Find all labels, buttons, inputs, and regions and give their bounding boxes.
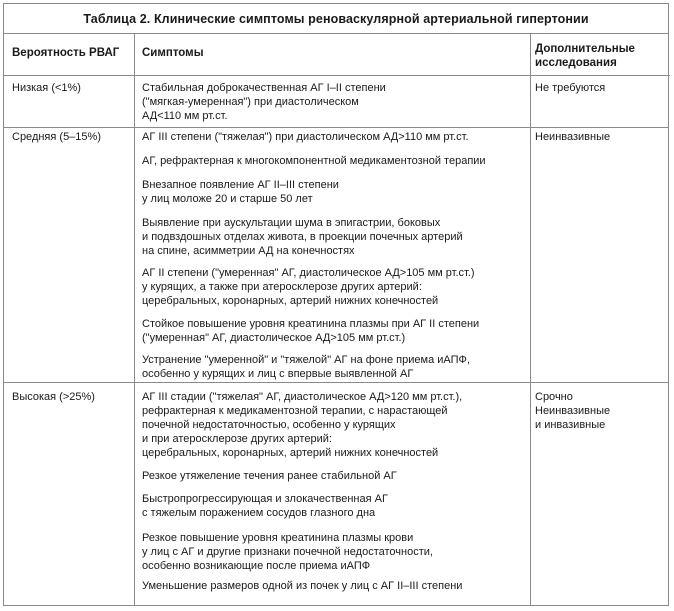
column-divider xyxy=(530,34,531,605)
header-additional: Дополнительные исследования xyxy=(535,43,635,69)
row-high-symptom: АГ III стадии ("тяжелая" АГ, диастолическое АД>120 мм рт.ст.), рефрактерная к медикаментозной терапии, с нарастающей почечной недостаточностью, особенно у курящих и при атеросклерозе других артерий: церебральных, коронарных, артерий нижних конечностей xyxy=(142,391,463,459)
row-high-symptom: Быстропрогрессирующая и злокачественная АГ с тяжелым поражением сосудов глазного дна xyxy=(142,493,388,519)
row-high-additional: Срочно Неинвазивные и инвазивные xyxy=(535,391,611,431)
header-additional-cell xyxy=(530,34,670,76)
row-medium-symptom: Устранение "умеренной" и "тяжелой" АГ на фоне приема иАПФ, особенно у курящих и лиц с впервые выявленной АГ xyxy=(142,354,470,380)
row-medium-probability: Средняя (5–15%) xyxy=(12,131,101,143)
row-low-additional: Не требуются xyxy=(535,82,606,94)
row-low-probability: Низкая (<1%) xyxy=(12,82,81,94)
row-medium-symptom: Стойкое повышение уровня креатинина плазмы при АГ II степени ("умеренная" АГ, диастолическое АД>105 мм рт.ст.) xyxy=(142,318,480,344)
row-medium-symptom: АГ III степени ("тяжелая") при диастолическом АД>110 мм рт.ст. xyxy=(142,131,469,143)
row-medium-symptom: Внезапное появление АГ II–III степени у лиц моложе 20 и старше 50 лет xyxy=(142,179,339,205)
row-medium-additional: Неинвазивные xyxy=(535,131,611,143)
row-high-probability: Высокая (>25%) xyxy=(12,391,95,403)
header-probability: Вероятность РВАГ xyxy=(12,47,120,59)
header-probability-cell xyxy=(4,34,134,76)
row-low-symptom: Стабильная доброкачественная АГ I–II степени ("мягкая-умеренная") при диастолическом АД<110 мм рт.ст. xyxy=(142,82,386,122)
table xyxy=(3,3,669,606)
row-divider xyxy=(4,382,668,383)
row-high-symptom: Резкое утяжеление течения ранее стабильной АГ xyxy=(142,470,397,482)
header-symptoms: Симптомы xyxy=(142,47,204,59)
header-symptoms-cell xyxy=(134,34,530,76)
column-divider xyxy=(134,34,135,605)
row-medium-symptom: Выявление при аускультации шума в эпигастрии, боковых и подвздошных отделах живота, в проекции почечных артерий на спине, асимметрии АД на конечностях xyxy=(142,217,463,257)
row-medium-symptom: АГ II степени ("умеренная" АГ, диастолическое АД>105 мм рт.ст.) у курящих, а также при атеросклерозе других артерий: церебральных, коронарных, артерий нижних конечностей xyxy=(142,267,475,307)
table-title: Таблица 2. Клинические симптомы реноваскулярной артериальной гипертонии xyxy=(4,4,668,34)
row-medium-symptom: АГ, рефрактерная к многокомпонентной медикаментозной терапии xyxy=(142,155,486,167)
row-high-symptom: Резкое повышение уровня креатинина плазмы крови у лиц с АГ и другие признаки почечной недостаточности, особенно возникающие после приема иАПФ xyxy=(142,532,433,572)
row-divider xyxy=(4,127,668,128)
row-high-symptom: Уменьшение размеров одной из почек у лиц с АГ II–III степени xyxy=(142,580,463,592)
